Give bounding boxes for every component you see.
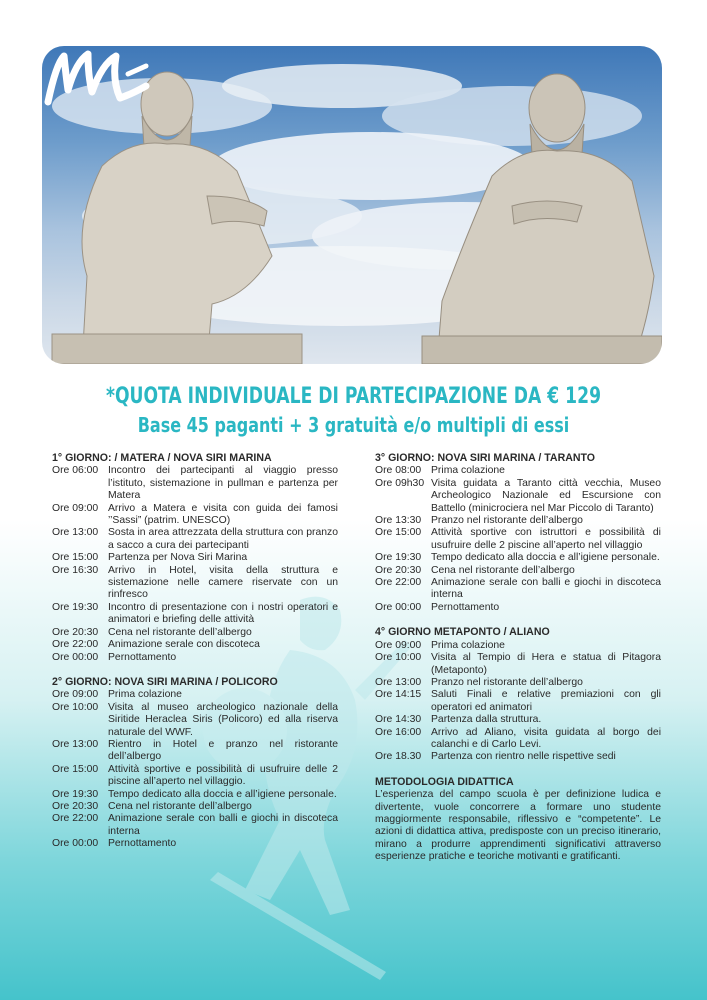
methodology-section	[375, 776, 661, 864]
time: Ore 16:30	[52, 564, 99, 576]
list-item	[375, 527, 661, 552]
time: Ore 14:15	[375, 689, 422, 701]
activity: Visita guidata a Taranto città vecchia, Museo Archeologico Nazionale ed Escursione con Battello (minicrociera nel Mar Piccolo di Taranto)	[431, 477, 661, 514]
activity: Attività sportive con istruttori e possibilità di usufruire delle 2 piscine all’aperto nel villaggio	[431, 527, 661, 551]
time: Ore 00:00	[52, 838, 99, 850]
time: Ore 00:00	[375, 601, 422, 613]
time: Ore 09:00	[52, 689, 99, 701]
list-item	[52, 801, 338, 813]
left-column	[52, 452, 338, 851]
time: Ore 09:00	[52, 502, 99, 514]
price-subtitle: Base 45 paganti + 3 gratuità e/o multipli di essi	[137, 413, 570, 437]
activity: Visita al Tempio di Hera e statua di Pitagora (Metaponto)	[431, 652, 661, 676]
time: Ore 15:00	[375, 527, 422, 539]
list-item	[52, 813, 338, 838]
hero-image	[42, 46, 662, 364]
day-4-section	[375, 626, 661, 763]
activity: Cena nel ristorante dell’albergo	[108, 800, 252, 812]
activity: Prima colazione	[431, 639, 505, 651]
activity: Arrivo in Hotel, visita della struttura e sistemazione nelle camere riservate con un rinfresco	[108, 564, 338, 601]
time: Ore 09h30	[375, 477, 425, 489]
time: Ore 22:00	[375, 577, 422, 589]
list-item	[52, 639, 338, 651]
time: Ore 15:00	[52, 552, 99, 564]
time: Ore 20:30	[375, 564, 422, 576]
time: Ore 20:30	[52, 800, 99, 812]
activity: Sosta in area attrezzata della struttura con pranzo a sacco a cura dei partecipanti	[108, 527, 338, 551]
activity: Prima colazione	[108, 689, 182, 701]
list-item	[52, 565, 338, 602]
activity: Prima colazione	[431, 465, 505, 477]
m-logo-icon	[42, 46, 152, 108]
list-item	[375, 714, 661, 726]
time: Ore 09:00	[375, 639, 422, 651]
activity: Animazione serale con balli e giochi in discoteca interna	[431, 577, 661, 601]
list-item	[375, 689, 661, 714]
time: Ore 22:00	[52, 639, 99, 651]
activity: Arrivo a Matera e visita con guida dei famosi ’’Sassi” (patrim. UNESCO)	[108, 502, 338, 527]
time: Ore 16:00	[375, 726, 422, 738]
list-item	[52, 602, 338, 627]
activity: Pernottamento	[108, 838, 177, 850]
activity: Incontro di presentazione con i nostri operatori e animatori e briefing delle attività	[108, 601, 338, 626]
list-item	[375, 640, 661, 652]
list-item	[375, 677, 661, 689]
activity: Cena nel ristorante dell’albergo	[431, 564, 575, 576]
time: Ore 10:00	[52, 701, 99, 713]
day-title: 3° GIORNO: NOVA SIRI MARINA / TARANTO	[375, 452, 596, 464]
activity: Pernottamento	[431, 601, 500, 613]
list-item	[375, 478, 661, 515]
list-item	[52, 552, 338, 564]
time: Ore 13:00	[375, 676, 422, 688]
list-item	[375, 602, 661, 614]
list-item	[52, 503, 338, 528]
activity: Incontro dei partecipanti al viaggio presso l’istituto, sistemazione in pullman e partenza per Matera	[108, 465, 338, 502]
activity: Cena nel ristorante dell’albergo	[108, 626, 252, 638]
methodology-text: L’esperienza del campo scuola è per definizione ludica e divertente, vuole concorrere a formare uno studente maggiormente responsabile, riflessivo e “competente”. Le azioni di didattica attiva, predisposte con un preciso itinerario, mirano a produrre apprendimenti significativi attraverso esperienze pratiche e teoriche motivanti e gratificanti.	[375, 789, 661, 863]
activity: Tempo dedicato alla doccia e all’igiene personale.	[431, 552, 660, 564]
activity: Rientro in Hotel e pranzo nel ristorante dell’albergo	[108, 738, 338, 763]
time: Ore 06:00	[52, 465, 99, 477]
list-item	[52, 702, 338, 739]
time: Ore 19:30	[52, 601, 99, 613]
list-item	[52, 689, 338, 701]
methodology-title: METODOLOGIA DIDATTICA	[375, 775, 514, 788]
list-item	[375, 577, 661, 602]
list-item	[52, 789, 338, 801]
activity: Pranzo nel ristorante dell’albergo	[431, 676, 583, 688]
time: Ore 08:00	[375, 465, 422, 477]
activity: Partenza dalla struttura.	[431, 714, 542, 726]
day-title: 1° GIORNO: / MATERA / NOVA SIRI MARINA	[52, 452, 272, 464]
activity: Partenza per Nova Siri Marina	[108, 552, 248, 564]
list-item	[52, 838, 338, 850]
right-column	[375, 452, 661, 864]
activity: Visita al museo archeologico nazionale della Siritide Heraclea Siris (Policoro) ed alla riserva naturale del WWF.	[108, 701, 338, 738]
list-item	[52, 739, 338, 764]
list-item	[52, 465, 338, 502]
time: Ore 20:30	[52, 626, 99, 638]
day-3-section	[375, 452, 661, 614]
list-item	[52, 652, 338, 664]
activity: Animazione serale con discoteca	[108, 639, 260, 651]
list-item	[375, 515, 661, 527]
activity: Partenza con rientro nelle rispettive sedi	[431, 751, 616, 763]
activity: Pranzo nel ristorante dell’albergo	[431, 515, 583, 527]
time: Ore 10:00	[375, 652, 422, 664]
time: Ore 18.30	[375, 751, 422, 763]
time: Ore 19:30	[375, 552, 422, 564]
day-1-section	[52, 452, 338, 664]
time: Ore 15:00	[52, 763, 99, 775]
list-item	[52, 627, 338, 639]
activity: Saluti Finali e relative premiazioni con gli operatori ed animatori	[431, 689, 661, 713]
time: Ore 13:30	[375, 515, 422, 527]
day-title: 4° GIORNO METAPONTO / ALIANO	[375, 626, 550, 639]
list-item	[375, 652, 661, 677]
list-item	[52, 527, 338, 552]
time: Ore 19:30	[52, 788, 99, 800]
list-item	[375, 727, 661, 752]
activity: Animazione serale con balli e giochi in discoteca interna	[108, 813, 338, 837]
activity: Pernottamento	[108, 651, 177, 663]
list-item	[375, 552, 661, 564]
day-title: 2° GIORNO: NOVA SIRI MARINA / POLICORO	[52, 675, 278, 688]
time: Ore 13:00	[52, 738, 99, 750]
activity: Attività sportive e possibilità di usufruire delle 2 piscine all’aperto nel villaggio.	[108, 763, 338, 788]
time: Ore 14:30	[375, 714, 422, 726]
time: Ore 13:00	[52, 527, 99, 539]
list-item	[375, 565, 661, 577]
list-item	[375, 751, 661, 763]
list-item	[52, 764, 338, 789]
day-2-section	[52, 676, 338, 851]
time: Ore 00:00	[52, 651, 99, 663]
activity: Arrivo ad Aliano, visita guidata al borgo dei calanchi e di Carlo Levi.	[431, 726, 661, 750]
list-item	[375, 465, 661, 477]
price-title: *QUOTA INDIVIDUALE DI PARTECIPAZIONE DA € 129	[105, 384, 602, 409]
activity: Tempo dedicato alla doccia e all’igiene personale.	[108, 788, 337, 800]
time: Ore 22:00	[52, 813, 99, 825]
